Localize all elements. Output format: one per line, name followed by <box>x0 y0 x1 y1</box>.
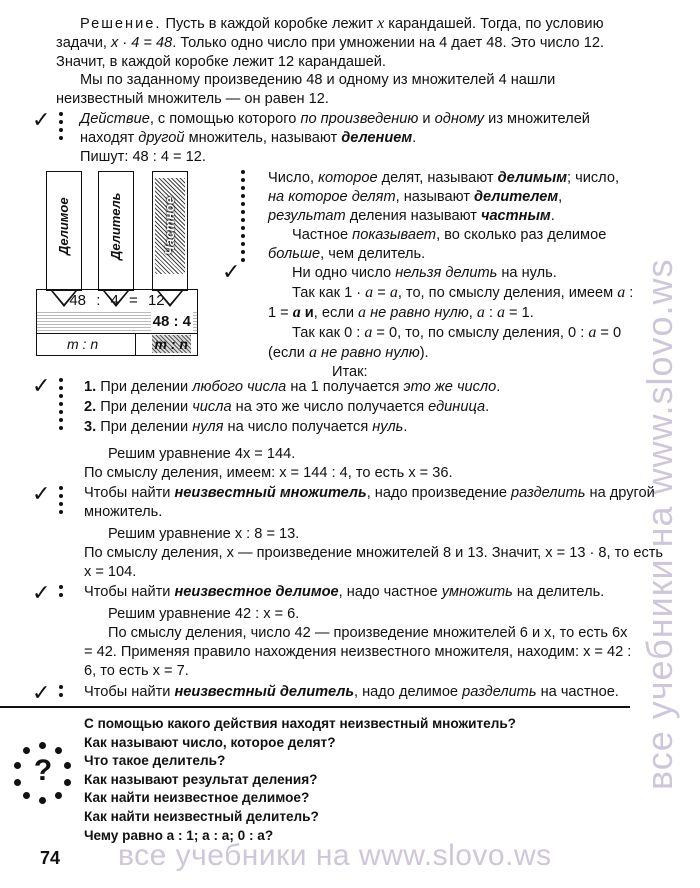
solution-label: Решение. <box>80 16 162 32</box>
rule-1: 1. При делении любого числа на 1 получается это же число. <box>84 379 501 395</box>
so-label: Итак: <box>332 364 368 380</box>
page-number: 74 <box>40 848 61 868</box>
check-mark-icon: ✓ <box>32 481 51 506</box>
found-text: Мы по заданному произведению 48 и одному из множителей 4 нашли неизвестный множитель — он равен 12. <box>56 72 556 107</box>
side-watermark: все учебники на www.slovo.ws <box>639 258 680 790</box>
solution-equation: x · 4 = 48 <box>110 35 173 51</box>
question-item: Что такое делитель? <box>84 753 226 769</box>
qs-text: , во сколько раз делимое <box>436 227 607 243</box>
eq-b-meaning: По смыслу деления, x — произведение множителей 8 и 13. Значит, x = 13 · 8, то есть x = 104. <box>84 545 664 580</box>
dotted-marker <box>58 112 64 144</box>
diagram-row-general <box>36 333 198 356</box>
dotted-marker <box>240 170 246 266</box>
terms-italic: которое <box>318 170 378 186</box>
diagram-row2-text: 48 : 4 <box>151 311 193 333</box>
card-dividend <box>46 171 82 291</box>
terms-block: Число, которое делят, называют делимым; число, на которое делят, называют делителем, результат деления называют частным. Частное показывает, во сколько раз делимое больше, чем делитель. Ни одно число нельзя делить на нуль. Так как 1 · a = a, то, по смыслу деления, имеем a : 1 = a и, если a не равно нулю, a : a = 1. Так как 0 : a = 0, то, по смыслу деления, 0 : a = 0 (если a не равно нулю). Итак: <box>268 169 638 382</box>
question-item: С помощью какого действия находят неизвестный множитель? <box>84 716 516 731</box>
eq-a-solve: Решим уравнение 4x = 144. <box>108 446 296 462</box>
solution-text-1: Пусть в каждой коробке лежит <box>161 16 378 32</box>
term-dividend: делимым <box>497 170 567 186</box>
definition-paragraph <box>80 110 636 167</box>
qs-italic: показывает <box>352 227 437 243</box>
terms-text: ; число, <box>567 170 620 186</box>
rule-unknown-factor: Чтобы найти неизвестный множитель, надо произведение разделить на другой множитель. <box>84 485 655 520</box>
diagram-row3-right: m : n <box>152 335 191 353</box>
def-term: делением <box>341 130 413 146</box>
term-quotient: частным <box>480 208 551 224</box>
equation-b <box>84 525 664 582</box>
solution-text-2: . Только одно число при умножении на 4 дает 48. Это число 12. Значит, в каждой коробке лежит 12 карандашей. <box>56 35 605 70</box>
rules-list <box>84 377 634 437</box>
def-action: Действие <box>80 111 150 127</box>
var-x: x <box>377 15 385 32</box>
division-diagram <box>36 171 202 363</box>
dotted-marker <box>58 685 64 701</box>
question-item: Как называют число, которое делят? <box>84 734 336 750</box>
terms-italic: на которое делят <box>268 189 396 205</box>
eq-c-meaning: По смыслу деления, число 42 — произведение множителей 6 и x, то есть 6x = 42. Применяя правило нахождения неизвестного множителя, находим: x = 42 : 6, то есть x = 7. <box>84 625 632 679</box>
def-text: множитель, называют <box>184 130 342 146</box>
rule-3: 3. При делении нуля на число получается нуль. <box>84 419 408 435</box>
rule-unknown-dividend: Чтобы найти неизвестное делимое, надо частное умножить на делитель. <box>84 584 605 600</box>
diagram-row-quotient <box>36 311 198 334</box>
solution-text-1b: карандашей. Тогда, по условию задачи, <box>56 16 604 51</box>
qs-italic: больше <box>268 246 321 262</box>
terms-italic: результат <box>268 208 346 224</box>
question-item: Как называют результат деления? <box>84 771 318 787</box>
dotted-marker <box>58 585 64 601</box>
def-text: из множителей находят <box>80 111 590 146</box>
terms-text: Число, <box>268 170 319 186</box>
def-italic: одному <box>434 111 485 127</box>
check-mark-icon: ✓ <box>32 580 51 605</box>
def-text: , с помощью которого <box>149 111 301 127</box>
terms-text: , <box>558 189 563 205</box>
check-mark-icon: ✓ <box>32 107 51 132</box>
diagram-row-example <box>36 289 198 313</box>
card-quotient <box>152 171 188 291</box>
check-mark-icon: ✓ <box>32 680 51 705</box>
terms-text: деления называют <box>345 208 481 224</box>
question-item: Как найти неизвестный делитель? <box>84 808 319 824</box>
terms-text: делят, называют <box>377 170 498 186</box>
check-mark-icon: ✓ <box>32 373 51 398</box>
question-item: Как найти неизвестное делимое? <box>84 790 310 806</box>
equation-c <box>56 605 636 681</box>
found-paragraph <box>56 71 636 109</box>
def-italic: по произведению <box>300 111 419 127</box>
def-write: Пишут: 48 : 4 = 12. <box>80 149 206 165</box>
eq-a-meaning: По смыслу деления, имеем: x = 144 : 4, то есть x = 36. <box>84 465 453 481</box>
review-questions <box>84 715 516 845</box>
card-quotient-label: Частное <box>155 178 185 274</box>
nz-text: Ни одно число <box>292 265 396 281</box>
term-divisor: делителем <box>473 189 559 205</box>
qs-text: , чем делитель. <box>320 246 426 262</box>
def-text: и <box>418 111 435 127</box>
question-mark-icon: ? <box>14 742 72 800</box>
terms-text: , называют <box>395 189 474 205</box>
diagram-row1-text: 48 : 4 = 12 <box>69 292 165 309</box>
dotted-marker <box>58 378 64 434</box>
dotted-marker <box>58 486 64 518</box>
rule-unknown-divisor: Чтобы найти неизвестный делитель, надо делимое разделить на частное. <box>84 684 619 700</box>
question-item: Чему равно a : 1; a : a; 0 : a? <box>84 827 274 843</box>
section-divider <box>0 706 630 708</box>
eq-b-solve: Решим уравнение x : 8 = 13. <box>108 526 300 542</box>
rule-2: 2. При делении числа на это же число получается единица. <box>84 399 490 415</box>
card-dividend-label: Делимое <box>56 197 71 255</box>
card-divisor <box>98 171 134 291</box>
check-mark-icon: ✓ <box>222 259 241 284</box>
eq-c-solve: Решим уравнение 42 : x = 6. <box>108 606 300 622</box>
bottom-watermark: все учебники на www.slovo.ws <box>118 839 552 872</box>
card-divisor-label: Делитель <box>108 192 123 260</box>
qs-text: Частное <box>292 227 353 243</box>
solution-paragraph <box>56 14 636 72</box>
equation-a <box>84 445 644 483</box>
nz-italic: нельзя делить <box>395 265 498 281</box>
diagram-row3-left: m : n <box>67 336 99 352</box>
def-italic: другой <box>138 130 185 146</box>
def-text: . <box>412 130 417 146</box>
nz-text: на нуль. <box>497 265 557 281</box>
terms-text: . <box>550 208 555 224</box>
